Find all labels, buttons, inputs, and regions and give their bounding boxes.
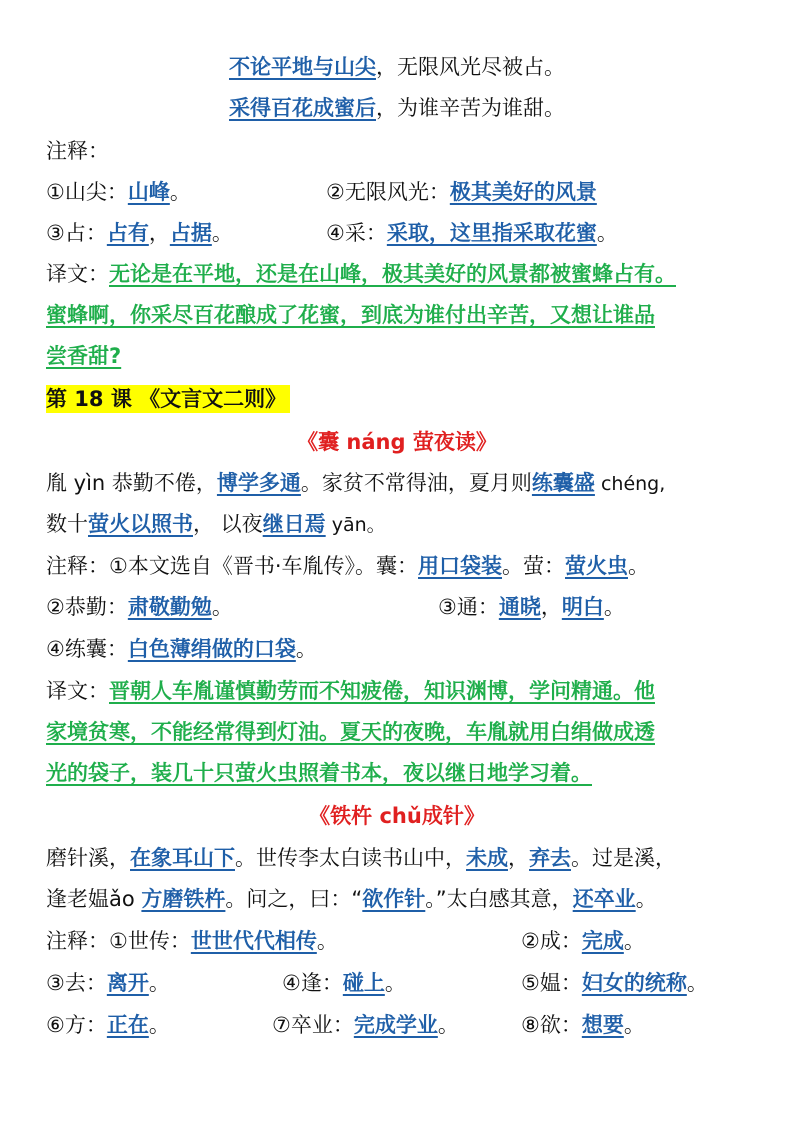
text-1-note-sep: ， <box>540 595 562 619</box>
text-1-translation-text: 家境贫寒，不能经常得到灯油。夏天的夜晚，车胤就用白绢做成透 <box>46 720 655 744</box>
text-2-highlight: 未成 <box>466 846 508 870</box>
translation-1-text-1: 无论是在平地，还是在山峰，极其美好的风景都被蜜蜂占有。 <box>109 262 676 286</box>
notes-heading: 注释： <box>46 139 109 163</box>
text-2-title: 《铁杵 chǔ成针》 <box>309 804 485 828</box>
text-1-notes-row-1 <box>46 551 754 583</box>
text-1-note-label: ④练囊： <box>46 637 128 661</box>
text-2-note-end: 。 <box>384 971 406 995</box>
note-1-value: 山峰 <box>127 180 170 204</box>
translation-1-line-2 <box>46 300 754 332</box>
text-1-seg: ， 以夜 <box>193 512 263 536</box>
text-1-pinyin: yān。 <box>325 514 386 536</box>
text-1-note-label: ②恭勤： <box>46 595 128 619</box>
text-2-seg: 。世传李太白读书山中， <box>235 846 466 870</box>
text-1-note-label: 注释：①本文选自《晋书·车胤传》。囊： <box>46 554 418 578</box>
text-1-note-label: 。萤： <box>502 554 565 578</box>
notes-row-1 <box>46 177 754 209</box>
text-1-title-row <box>0 427 794 459</box>
text-2-note-value: 碰上 <box>342 971 385 995</box>
note-4-label: ④采： <box>326 221 387 245</box>
translation-1-text-3: 尝香甜? <box>46 344 122 368</box>
poem-line-2-highlight: 采得百花成蜜后 <box>229 96 376 120</box>
text-2-note-value: 完成 <box>581 929 624 953</box>
text-2-seg: 。”太白感其意， <box>425 887 573 911</box>
text-2-note-end: 。 <box>437 1013 459 1037</box>
note-3-label: ③占： <box>46 221 107 245</box>
text-2-line-1 <box>46 843 754 875</box>
text-2-note-value: 正在 <box>106 1013 149 1037</box>
text-2-note-label: ④逢： <box>282 971 343 995</box>
text-1-note-label: ③通： <box>438 595 499 619</box>
note-4 <box>326 218 618 248</box>
note-4-value: 采取，这里指采取花蜜 <box>386 221 597 245</box>
poem-line-1-rest: ，无限风光尽被占。 <box>376 55 565 79</box>
text-2-note-end: 。 <box>623 929 645 953</box>
text-1-highlight: 继日焉 <box>262 512 326 536</box>
note-1-label: ①山尖： <box>46 180 128 204</box>
note-4-end: 。 <box>596 221 618 245</box>
text-2-note-label: ⑤媪： <box>521 971 582 995</box>
note-3-value-1: 占有 <box>106 221 149 245</box>
text-1-translation-line-1 <box>46 676 754 708</box>
lesson-title-row <box>46 384 754 416</box>
translation-1-label: 译文： <box>46 262 109 286</box>
text-1-title: 《囊 náng 萤夜读》 <box>297 430 497 454</box>
text-2-note-value: 离开 <box>106 971 149 995</box>
text-2-highlight: 方磨铁杵 <box>141 887 226 911</box>
text-2-note-value: 想要 <box>581 1013 624 1037</box>
lesson-title: 第 18 课 《文言文二则》 <box>46 385 290 413</box>
note-3-sep: ， <box>148 221 170 245</box>
notes-row-2 <box>46 218 754 250</box>
text-1-translation-text: 光的袋子，装几十只萤火虫照着书本，夜以继日地学习着。 <box>46 761 592 785</box>
text-2-note-8 <box>521 1010 645 1040</box>
text-1-note-value: 用口袋装 <box>418 554 502 578</box>
text-1-seg: 胤 yìn 恭勤不倦， <box>46 471 217 495</box>
text-2-highlight: 弃去 <box>529 846 571 870</box>
text-1-highlight: 博学多通 <box>216 471 301 495</box>
text-1-translation-line-3 <box>46 758 754 790</box>
text-1-seg: 。家贫不常得油，夏月则 <box>300 471 532 495</box>
note-2-value: 极其美好的风景 <box>449 180 597 204</box>
text-2-note-7 <box>272 1010 459 1040</box>
text-2-seg: 逢老媪ǎo <box>46 887 142 911</box>
note-1-end: 。 <box>169 180 191 204</box>
text-2-note-end: 。 <box>316 929 338 953</box>
text-2-seg: 磨针溪， <box>46 846 130 870</box>
text-1-note-end: 。 <box>603 595 625 619</box>
text-1-note-end: 。 <box>211 595 233 619</box>
text-2-note-label: ⑧欲： <box>521 1013 582 1037</box>
translation-1-text-2: 蜜蜂啊，你采尽百花酿成了花蜜，到底为谁付出辛苦，又想让谁品 <box>46 303 655 327</box>
text-2-seg: 。问之，曰：“ <box>225 887 363 911</box>
text-2-note-end: 。 <box>686 971 708 995</box>
text-1-pinyin: chéng, <box>594 473 666 495</box>
text-2-seg: 。 <box>635 887 657 911</box>
text-2-note-2 <box>521 926 645 956</box>
poem-line-2-rest: ，为谁辛苦为谁甜。 <box>376 96 565 120</box>
text-1-notes-row-3 <box>46 634 754 666</box>
translation-1-line-3 <box>46 341 754 373</box>
poem-line-1-highlight: 不论平地与山尖 <box>229 55 376 79</box>
text-2-note-4 <box>282 968 406 998</box>
text-2-highlight: 欲作针 <box>362 887 426 911</box>
text-2-note-label: ⑦卒业： <box>272 1013 354 1037</box>
text-2-note-label: ③去： <box>46 971 107 995</box>
text-1-translation-label: 译文： <box>46 679 109 703</box>
text-1-seg: 数十 <box>46 512 88 536</box>
note-2-label: ②无限风光： <box>326 180 450 204</box>
text-1-note-value: 白色薄绢做的口袋 <box>127 637 296 661</box>
text-2-note-end: 。 <box>623 1013 645 1037</box>
text-2-seg: 。过是溪， <box>571 846 676 870</box>
text-2-note-5 <box>521 968 708 998</box>
text-1-note-end: 。 <box>628 554 649 578</box>
note-2 <box>326 177 597 207</box>
text-1-note-value: 通晓 <box>498 595 541 619</box>
text-1-highlight: 练囊盛 <box>531 471 595 495</box>
text-2-highlight: 还卒业 <box>572 887 636 911</box>
note-3-end: 。 <box>211 221 233 245</box>
text-2-note-value: 世世代代相传 <box>190 929 317 953</box>
text-2-notes-row-2 <box>46 968 754 1000</box>
text-2-title-row <box>0 801 794 833</box>
text-1-note-3 <box>438 592 625 622</box>
text-1-notes-row-2 <box>46 592 754 624</box>
text-2-highlight: 在象耳山下 <box>130 846 235 870</box>
text-2-note-value: 完成学业 <box>353 1013 438 1037</box>
text-1-note-value: 明白 <box>561 595 604 619</box>
poem-line-2 <box>0 93 794 125</box>
text-1-note-end: 。 <box>295 637 317 661</box>
note-3-value-2: 占据 <box>169 221 212 245</box>
text-2-line-2 <box>46 884 754 916</box>
text-1-translation-line-2 <box>46 717 754 749</box>
poem-line-1 <box>0 52 794 84</box>
text-1-line-2 <box>46 509 754 541</box>
text-1-translation-text: 晋朝人车胤谨慎勤劳而不知疲倦，知识渊博，学问精通。他 <box>109 679 655 703</box>
text-1-line-1 <box>46 468 754 500</box>
text-1-note-value: 肃敬勤勉 <box>127 595 212 619</box>
text-2-seg: ， <box>508 846 529 870</box>
text-2-notes-row-3 <box>46 1010 754 1042</box>
translation-1-line-1 <box>46 259 754 291</box>
text-2-note-label: 注释：①世传： <box>46 929 191 953</box>
text-1-note-value: 萤火虫 <box>565 554 628 578</box>
text-2-note-end: 。 <box>148 1013 170 1037</box>
text-2-notes-row-1 <box>46 926 754 958</box>
text-2-note-end: 。 <box>148 971 170 995</box>
text-1-highlight: 萤火以照书 <box>88 512 193 536</box>
text-2-note-value: 妇女的统称 <box>581 971 687 995</box>
text-2-note-label: ⑥方： <box>46 1013 107 1037</box>
text-2-note-label: ②成： <box>521 929 582 953</box>
